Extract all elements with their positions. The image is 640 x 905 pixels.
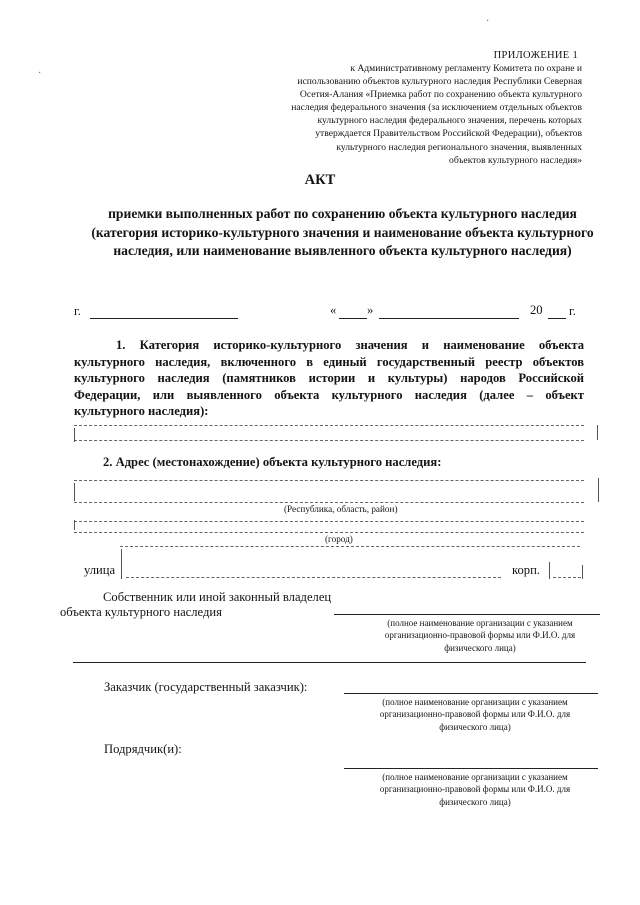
building-label: корп. xyxy=(512,563,540,577)
section-1-text: 1. Категория историко-культурного значения и наименование объекта культурного наследия, включенного в единый государственный реестр объектов культурного наследия (памятников истории и культуры) народов Российской Федерации, или выявленного объекта культурного наследия (далее – объект культурного наследия): xyxy=(74,338,584,419)
customer-field[interactable] xyxy=(344,693,598,694)
year-suffix: г. xyxy=(569,304,576,318)
owner-hint: (полное наименование организации с указанием организационно-правовой формы или Ф.И.О. для физического лица) xyxy=(384,618,576,653)
owner-field[interactable] xyxy=(334,614,600,615)
region-field-line[interactable] xyxy=(74,502,584,503)
field-bracket xyxy=(74,483,75,501)
appendix-line: к Административному регламенту Комитета по охране и xyxy=(350,63,582,74)
day-field[interactable] xyxy=(339,318,367,319)
owner-label: Собственник или иной законный владелец xyxy=(103,590,332,604)
contractor-hint: (полное наименование организации с указанием организационно-правовой формы или Ф.И.О. для физического лица) xyxy=(379,772,571,807)
street-field[interactable] xyxy=(126,577,501,578)
address-field-line[interactable] xyxy=(74,480,584,481)
appendix-line: утверждается Правительством Российской Федерации), объектов xyxy=(315,128,582,140)
appendix-line: Осетия-Алания «Приемка работ по сохранению объекта культурного xyxy=(299,89,582,101)
quote-close: » xyxy=(367,303,374,317)
field-bracket xyxy=(597,425,598,440)
quote-open: « xyxy=(330,303,337,317)
scan-speck: · xyxy=(38,68,42,79)
city-prefix: г. xyxy=(74,304,81,318)
month-field[interactable] xyxy=(379,318,519,319)
field-bracket xyxy=(74,520,75,530)
appendix-title: ПРИЛОЖЕНИЕ 1 xyxy=(493,50,578,61)
field-bracket xyxy=(74,428,75,442)
region-field-line[interactable] xyxy=(74,521,584,522)
act-subtitle: приемки выполненных работ по сохранению объекта культурного наследия (категория историко-культурного значения и наименование объекта культурного наследия, или наименование выявленного объекта культурного наследия) xyxy=(91,206,594,258)
act-title: АКТ xyxy=(304,172,336,188)
contractor-field[interactable] xyxy=(344,768,598,769)
customer-hint: (полное наименование организации с указанием организационно-правовой формы или Ф.И.О. для физического лица) xyxy=(379,697,571,732)
year-field[interactable] xyxy=(548,318,566,319)
scan-speck: · xyxy=(486,16,490,27)
appendix-reference xyxy=(202,62,582,167)
section-2-title: 2. Адрес (местонахождение) объекта культурного наследия: xyxy=(103,455,442,469)
owner-label: объекта культурного наследия xyxy=(60,605,222,619)
street-label: улица xyxy=(84,563,116,577)
appendix-line: культурного наследия регионального значения, выявленных xyxy=(336,141,582,153)
city-field[interactable] xyxy=(90,318,238,319)
field-bracket xyxy=(598,478,599,502)
appendix-line: объектов культурного наследия» xyxy=(449,154,582,166)
region-hint: (Республика, область, район) xyxy=(284,504,398,514)
section-1-field-line[interactable] xyxy=(74,440,584,441)
field-bracket xyxy=(582,565,583,579)
contractor-label: Подрядчик(и): xyxy=(104,742,182,756)
city-hint: (город) xyxy=(325,534,353,544)
owner-field-continuation[interactable] xyxy=(73,662,586,663)
customer-label: Заказчик (государственный заказчик): xyxy=(104,680,308,694)
section-1-field-line[interactable] xyxy=(74,425,584,426)
year-prefix: 20 xyxy=(530,303,543,317)
field-bracket xyxy=(121,549,122,579)
building-field[interactable] xyxy=(553,577,581,578)
city-field-line[interactable] xyxy=(74,532,584,533)
appendix-line: использованию объектов культурного наследия Республики Северная xyxy=(297,76,582,88)
appendix-line: наследия федерального значения (за исключением отдельных объектов xyxy=(291,102,582,114)
appendix-line: культурного наследия федерального значения, перечень которых xyxy=(317,115,582,127)
field-bracket xyxy=(549,562,550,579)
city-field-line[interactable] xyxy=(120,546,580,547)
